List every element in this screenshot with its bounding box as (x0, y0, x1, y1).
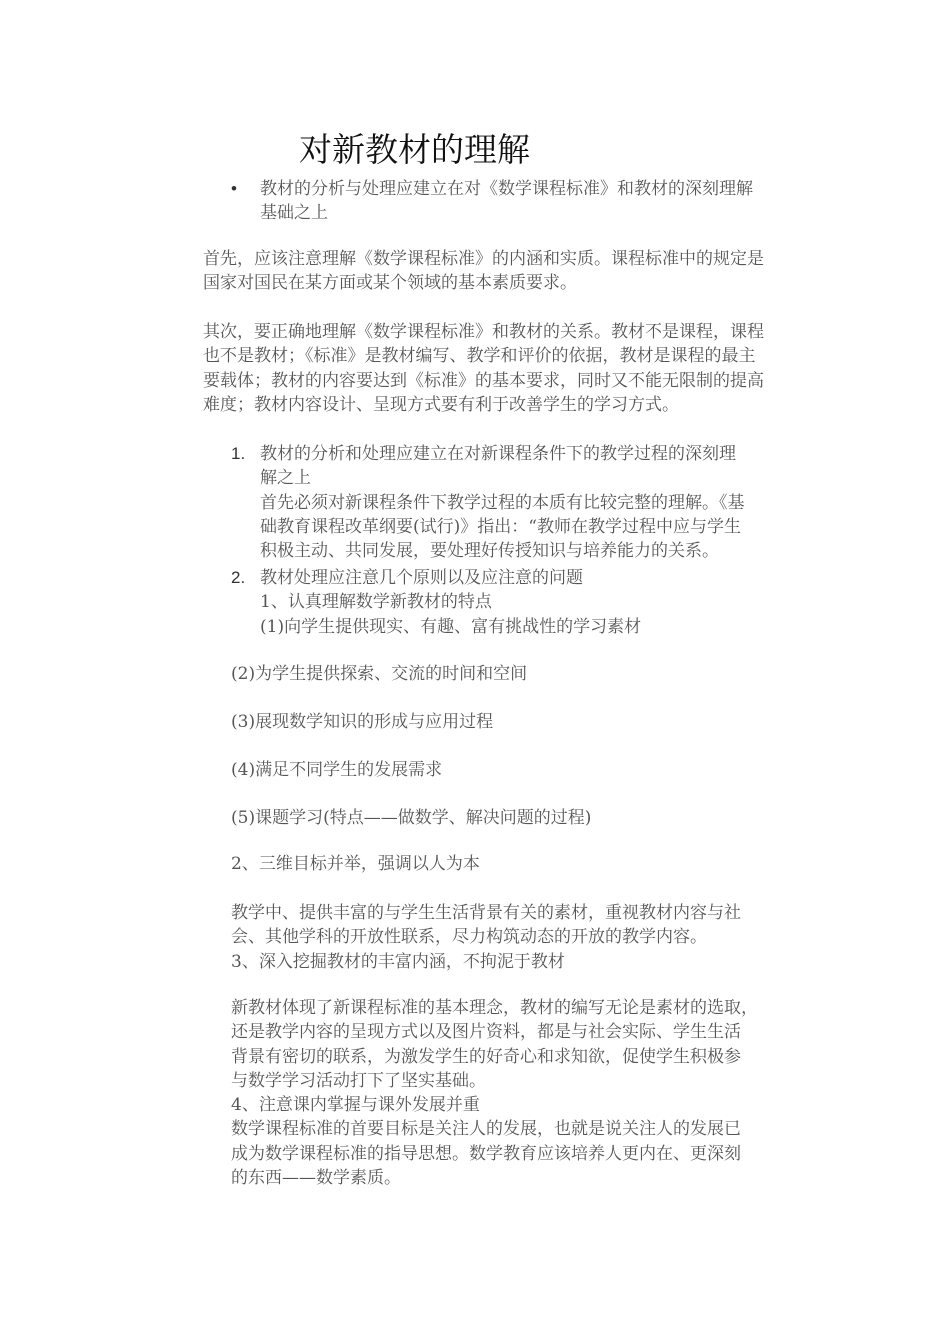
paragraph-line: 还是教学内容的呈现方式以及图片资料，都是与社会实际、学生生活 (231, 1022, 741, 1043)
paragraph-line: 背景有密切的联系，为激发学生的好奇心和求知欲，促使学生积极参 (231, 1046, 741, 1067)
bullet-line: 基础之上 (260, 203, 328, 224)
item-line: 首先必须对新课程条件下教学过程的本质有比较完整的理解。《基 (260, 492, 745, 513)
paragraph-line: 教学中、提供丰富的与学生生活背景有关的素材，重视教材内容与社 (231, 903, 741, 923)
paragraph-2 (203, 320, 764, 417)
point-2-heading: 2、三维目标并举，强调以人为本 (231, 854, 480, 874)
item-line: 教材的分析和处理应建立在对新课程条件下的教学过程的深刻理 (260, 444, 736, 464)
sub-point-3: (3)展现数学知识的形成与应用过程 (231, 712, 494, 732)
item-line: 教材处理应注意几个原则以及应注意的问题 (260, 568, 583, 588)
bullet-text (260, 177, 753, 226)
paragraph-line: 成为数学课程标准的指导思想。数学教育应该培养人更内在、更深刻 (231, 1143, 741, 1164)
item-1-text (260, 442, 745, 563)
paragraph-line: 难度；教材内容设计、呈现方式要有利于改善学生的学习方式。 (203, 394, 679, 415)
document-title: 对新教材的理解 (299, 130, 530, 169)
item-line: 积极主动、共同发展，要处理好传授知识与培养能力的关系。 (260, 541, 719, 562)
paragraph-line: 其次，要正确地理解《数学课程标准》和教材的关系。教材不是课程，课程 (203, 322, 764, 342)
sub-point-2: (2)为学生提供探索、交流的时间和空间 (231, 664, 528, 684)
bullet-line: 教材的分析与处理应建立在对《数学课程标准》和教材的深刻理解 (260, 179, 753, 199)
paragraph-line: 也不是教材；《标准》是教材编写、教学和评价的依据，教材是课程的最主 (203, 346, 756, 367)
paragraph-line: 与数学学习活动打下了坚实基础。 (231, 1070, 486, 1091)
item-line: 解之上 (260, 468, 311, 489)
paragraph-line: 首先，应该注意理解《数学课程标准》的内涵和实质。课程标准中的规定是 (203, 249, 764, 269)
paragraph-line: 会、其他学科的开放性联系，尽力构筑动态的开放的教学内容。 (231, 927, 707, 948)
item-line: 1、认真理解数学新教材的特点 (260, 592, 492, 613)
paragraph-line: 数学课程标准的首要目标是关注人的发展，也就是说关注人的发展已 (231, 1119, 741, 1140)
paragraph-line: 3、深入挖掘教材的丰富内涵，不拘泥于教材 (231, 951, 565, 972)
sub-point-4: (4)满足不同学生的发展需求 (231, 760, 443, 780)
paragraph-line: 国家对国民在某方面或某个领域的基本素质要求。 (203, 273, 577, 294)
bullet-marker: • (231, 179, 237, 198)
item-line: 础教育课程改革纲要(试行)》指出：“教师在教学过程中应与学生 (260, 516, 741, 537)
item-2-marker: 2. (231, 568, 246, 587)
item-line: (1)向学生提供现实、有趣、富有挑战性的学习素材 (260, 616, 642, 637)
paragraph-line: 要载体；教材的内容要达到《标准》的基本要求，同时又不能无限制的提高 (203, 370, 764, 391)
item-2-text (260, 566, 641, 639)
paragraph-line: 新教材体现了新课程标准的基本理念，教材的编写无论是素材的选取， (231, 998, 758, 1018)
paragraph-1 (203, 247, 764, 296)
paragraph-line: 的东西——数学素质。 (231, 1168, 401, 1189)
sub-point-5: (5)课题学习(特点——做数学、解决问题的过程) (231, 808, 592, 828)
paragraph-3 (231, 901, 741, 974)
paragraph-line: 4、注意课内掌握与课外发展并重 (231, 1095, 480, 1116)
paragraph-4 (231, 996, 758, 1190)
item-1-marker: 1. (231, 444, 246, 463)
